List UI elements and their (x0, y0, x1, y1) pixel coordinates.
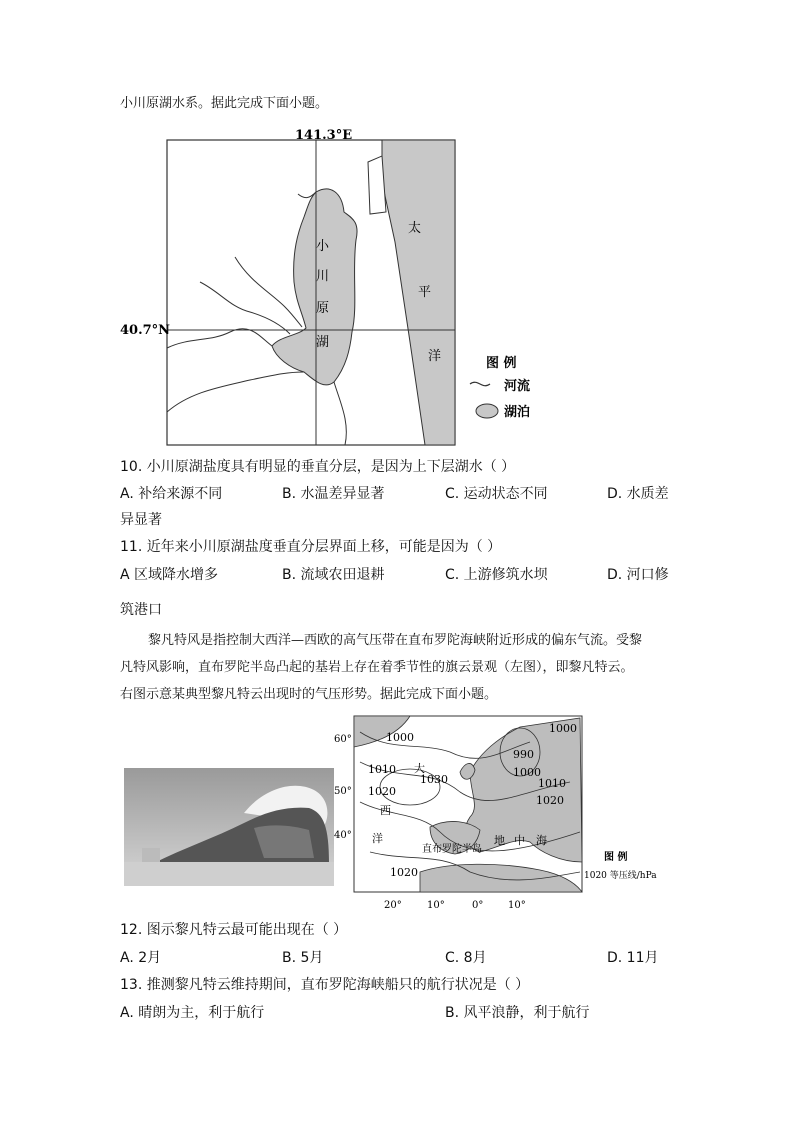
lon-label-10e: 10° (508, 900, 526, 911)
lake-label-char-3: 原 (316, 301, 330, 316)
isobar-label-1030: 1030 (420, 773, 448, 786)
intro2-line-3: 右图示意某典型黎凡特云出现时的气压形势。据此完成下面小题。 (120, 687, 498, 702)
lon-label-20w: 20° (384, 900, 402, 911)
lake-map-figure (120, 122, 550, 452)
q10-option-b: B. 水温差异显著 (282, 486, 385, 502)
isobar-label-1010-e: 1010 (538, 777, 566, 790)
q10-option-d-continued: 异显著 (120, 512, 162, 528)
q11-option-d-continued: 筑港口 (120, 602, 162, 618)
q10-option-d: D. 水质差 (607, 486, 669, 502)
q12-option-c: C. 8月 (445, 950, 487, 966)
lake-label-char-4: 湖 (316, 335, 330, 350)
q11-option-b: B. 流域农田退耕 (282, 567, 385, 583)
longitude-label: 141.3°E (295, 128, 353, 143)
q10-option-a: A. 补给来源不同 (120, 486, 223, 502)
isobar-label-1000-west: 1000 (386, 731, 414, 744)
river-legend-icon (470, 382, 490, 385)
isobar-label-1020-sw: 1020 (390, 866, 418, 879)
intro-text-1: 小川原湖水系。据此完成下面小题。 (120, 96, 329, 111)
isobar-label-1020-e: 1020 (536, 794, 564, 807)
q12-option-a: A. 2月 (120, 950, 162, 966)
atlantic-label-char-1: 大 (414, 762, 425, 775)
ocean-label-char-3: 洋 (428, 349, 442, 364)
mediterranean-label-char-3: 海 (536, 834, 547, 847)
levanter-cloud-photo (124, 768, 334, 886)
atlantic-label-char-2: 西 (380, 804, 391, 817)
lat-label-60: 60° (334, 734, 352, 745)
legend-title: 图 例 (486, 356, 517, 371)
intro2-line-1: 黎凡特风是指控制大西洋—西欧的高气压带在直布罗陀海峡附近形成的偏东气流。受黎 (148, 633, 643, 648)
q10-option-c: C. 运动状态不同 (445, 486, 548, 502)
river-5 (334, 382, 346, 445)
lon-label-10w: 10° (427, 900, 445, 911)
lat-label-50: 50° (334, 786, 352, 797)
legend-river-label: 河流 (504, 379, 531, 394)
latitude-label: 40.7°N (120, 323, 171, 338)
lake-label-char-2: 川 (316, 269, 330, 284)
rock-face (254, 825, 314, 858)
lake-label-char-1: 小 (316, 239, 330, 254)
river-2 (200, 282, 290, 334)
gibraltar-peninsula-label: 直布罗陀半岛 (422, 844, 482, 855)
lat-label-40: 40° (334, 830, 352, 841)
map2-legend-title: 图 例 (604, 852, 628, 863)
isobar-label-1000-e: 1000 (513, 766, 541, 779)
q12-option-b: B. 5月 (282, 950, 324, 966)
gibraltar-photo (124, 768, 334, 886)
ocean-label-char-2: 平 (418, 285, 432, 300)
ground (124, 862, 334, 886)
intro2-line-2: 凡特风影响，直布罗陀半岛凸起的基岩上存在着季节性的旗云景观（左图），即黎凡特云。 (120, 660, 634, 675)
legend-lake-label: 湖泊 (504, 405, 531, 420)
isobar-label-1010-west: 1010 (368, 763, 396, 776)
isobar-label-1000-ne: 1000 (549, 722, 577, 735)
q12-option-d: D. 11月 (607, 950, 659, 966)
pressure-map-figure (330, 712, 675, 912)
river-3 (235, 257, 302, 327)
ogawara-lake (272, 189, 357, 385)
isobar-label-1020-w: 1020 (368, 785, 396, 798)
q13-stem: 13. 推测黎凡特云维持期间，直布罗陀海峡船只的航行状况是（ ） (120, 977, 530, 993)
q11-option-a: A 区域降水增多 (120, 567, 219, 583)
atlantic-label-char-3: 洋 (372, 832, 383, 845)
building (142, 848, 160, 862)
mediterranean-label-char-2: 中 (514, 834, 525, 847)
ocean-label-char-1: 太 (408, 221, 422, 236)
isobar-label-990: 990 (513, 748, 534, 761)
q13-option-b: B. 风平浪静，利于航行 (445, 1005, 590, 1021)
lake-legend-icon (476, 404, 498, 418)
pressure-map (330, 712, 675, 912)
map2-legend-isobar: 1020 等压线/hPa (584, 871, 657, 881)
river-1 (167, 329, 272, 348)
q11-option-c: C. 上游修筑水坝 (445, 567, 548, 583)
lake-map (120, 122, 550, 452)
q11-stem: 11. 近年来小川原湖盐度垂直分层界面上移，可能是因为（ ） (120, 539, 502, 555)
q10-stem: 10. 小川原湖盐度具有明显的垂直分层，是因为上下层湖水（ ） (120, 459, 516, 475)
q11-option-d: D. 河口修 (607, 567, 669, 583)
mediterranean-label-char-1: 地 (494, 834, 505, 847)
q12-stem: 12. 图示黎凡特云最可能出现在（ ） (120, 922, 348, 938)
lon-label-0: 0° (472, 900, 484, 911)
river-4 (167, 372, 304, 412)
q13-option-a: A. 晴朗为主，利于航行 (120, 1005, 265, 1021)
